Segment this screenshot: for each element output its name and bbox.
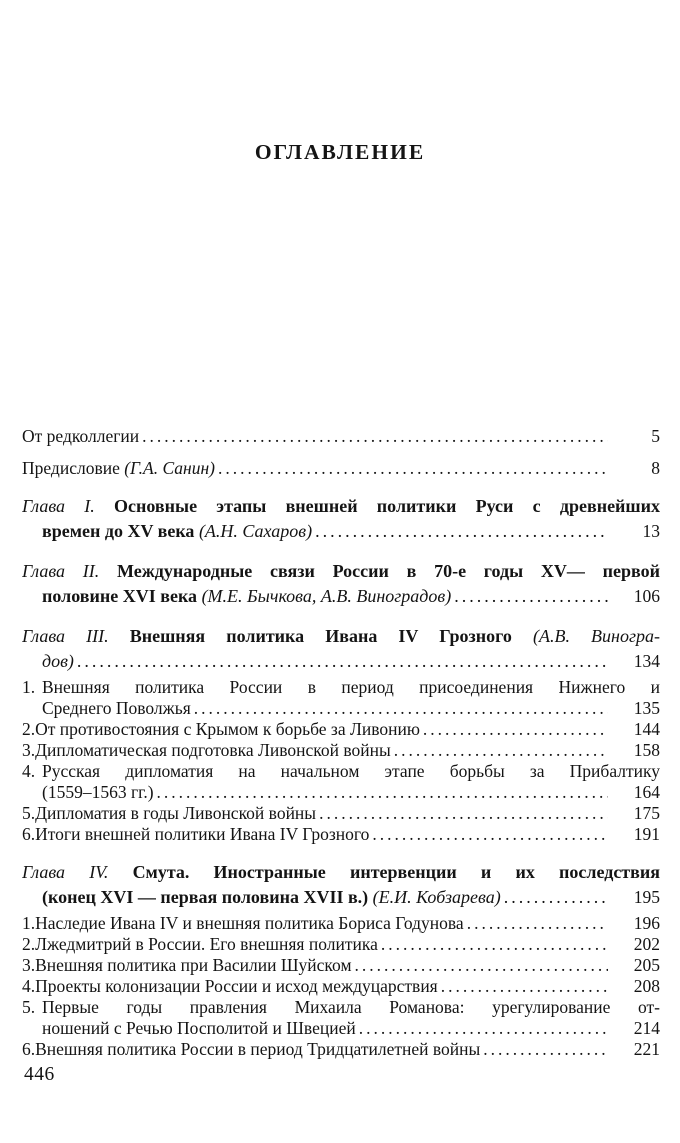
dot-leader (218, 457, 608, 479)
toc-page-number: 208 (633, 976, 660, 996)
toc-entry-text (22, 457, 215, 479)
dot-leader (157, 782, 608, 803)
toc-page-number: 164 (633, 782, 660, 802)
toc-entry (22, 997, 660, 1039)
toc-text-segment: Внешняя политика России в период Тридцатилетней войны (35, 1039, 481, 1059)
toc-entry-text (42, 698, 191, 719)
toc-entry (22, 824, 660, 845)
toc-entry (22, 624, 660, 674)
toc-line (22, 913, 660, 934)
toc-item-number: 6. (22, 1039, 36, 1059)
toc-entry (22, 803, 660, 824)
toc-page-number: 5 (651, 426, 660, 446)
toc-line (22, 494, 660, 519)
dot-leader (423, 719, 608, 740)
toc-page-number: 175 (633, 803, 660, 823)
toc-text-segment: Глава III. (22, 626, 130, 646)
toc-text-segment: Внешняя политика при Василии Шуйском (35, 955, 352, 975)
toc-page-number: 214 (633, 1018, 660, 1038)
toc-text-segment: (Е.И. Кобзарева) (372, 887, 501, 907)
toc-item-number: 5. (22, 997, 36, 1017)
toc-entry-text (42, 677, 660, 697)
toc-entry-text (42, 584, 451, 609)
toc-text-segment: Глава IV. (22, 862, 133, 882)
dot-leader (77, 649, 608, 674)
toc-entry (22, 425, 660, 447)
dot-leader (372, 824, 608, 845)
toc-line (22, 1039, 660, 1060)
toc-entry-text (35, 976, 438, 997)
toc-text-segment: Международные связи России в 70-е годы XV— первой (117, 561, 660, 581)
toc-line (42, 885, 660, 910)
dot-leader (381, 934, 608, 955)
dot-leader (359, 1018, 608, 1039)
toc-text-segment: Дипломатическая подготовка Ливонской войны (35, 740, 391, 760)
toc-page-number: 191 (633, 824, 660, 844)
toc-item-number: 1. (22, 913, 36, 933)
toc-entry-text (42, 782, 154, 803)
toc-entry-text (22, 626, 660, 646)
toc-entry (22, 761, 660, 803)
toc-line (22, 860, 660, 885)
dot-leader (504, 885, 608, 910)
toc-text-segment: (1559–1563 гг.) (42, 782, 154, 802)
toc-text-segment: Первые годы правления Михаила Романова: урегулирование от- (42, 997, 660, 1017)
toc-page-number: 106 (633, 586, 660, 606)
toc-page-number: 202 (633, 934, 660, 954)
toc-text-segment: Лжедмитрий в России. Его внешняя политика (35, 934, 378, 954)
toc-entry (22, 494, 660, 544)
toc-page-number: 205 (633, 955, 660, 975)
toc-entry-text (22, 561, 660, 581)
toc-entry-text (35, 1039, 480, 1060)
toc-entry-text (22, 862, 660, 882)
toc-text-segment: (М.Е. Бычкова, А.В. Виноградов) (201, 586, 452, 606)
toc-page-number: 196 (633, 913, 660, 933)
toc-item-number: 5. (22, 803, 36, 823)
toc-list (22, 425, 660, 1060)
dot-leader (454, 584, 608, 609)
toc-entry-text (35, 740, 391, 761)
toc-entry (22, 860, 660, 910)
toc-page-number: 195 (633, 887, 660, 907)
dot-leader (319, 803, 608, 824)
toc-line (22, 719, 660, 740)
toc-line (22, 761, 660, 782)
toc-text-segment: Смута. Иностранные интервенции и их последствия (132, 862, 660, 882)
toc-text-segment: Проекты колонизации России и исход междуцарствия (35, 976, 438, 996)
toc-text-segment: Дипломатия в годы Ливонской войны (35, 803, 317, 823)
toc-entry (22, 976, 660, 997)
toc-text-segment: времен до XV века (42, 521, 199, 541)
toc-page-number: 144 (633, 719, 660, 739)
toc-page-number: 8 (651, 458, 660, 478)
toc-text-segment: Предисловие (22, 458, 125, 478)
toc-text-segment: Внешняя политика России в период присоединения Нижнего и (42, 677, 660, 697)
toc-entry-text (35, 824, 369, 845)
toc-text-segment: ношений с Речью Посполитой и Швецией (42, 1018, 356, 1038)
folio-page-number: 446 (24, 1064, 55, 1085)
toc-line (22, 997, 660, 1018)
toc-line (42, 1018, 660, 1039)
toc-item-number: 3. (22, 955, 36, 975)
toc-text-segment: Глава I. (22, 496, 115, 516)
toc-entry-text (42, 885, 501, 910)
toc-text-segment: Русская дипломатия на начальном этапе борьбы за Прибалтику (42, 761, 660, 781)
toc-entry (22, 934, 660, 955)
toc-item-number: 4. (22, 976, 36, 996)
toc-text-segment: (конец XVI — первая половина XVII в.) (42, 887, 373, 907)
toc-text-segment: (А.В. Виногра- (532, 626, 660, 646)
toc-text-segment: Глава II. (22, 561, 118, 581)
toc-line (42, 584, 660, 609)
dot-leader (194, 698, 608, 719)
toc-entry-text (42, 519, 312, 544)
toc-page-number: 158 (633, 740, 660, 760)
toc-line (42, 698, 660, 719)
toc-text-segment: Итоги внешней политики Ивана IV Грозного (35, 824, 370, 844)
toc-line (42, 649, 660, 674)
toc-line (22, 803, 660, 824)
toc-item-number: 2. (22, 719, 36, 739)
toc-entry (22, 719, 660, 740)
toc-text-segment: (Г.А. Санин) (124, 458, 215, 478)
toc-line (22, 934, 660, 955)
dot-leader (355, 955, 608, 976)
toc-page-number: 135 (633, 698, 660, 718)
toc-line (22, 559, 660, 584)
toc-page-number: 13 (642, 521, 660, 541)
toc-text-segment: От редколлегии (22, 426, 140, 446)
toc-line (22, 740, 660, 761)
toc-entry (22, 559, 660, 609)
dot-leader (142, 425, 608, 447)
toc-text-segment: (А.Н. Сахаров) (198, 521, 313, 541)
toc-line (22, 955, 660, 976)
toc-line (22, 677, 660, 698)
toc-line (22, 624, 660, 649)
toc-line (22, 457, 660, 479)
dot-leader (483, 1039, 608, 1060)
dot-leader (467, 913, 608, 934)
toc-entry-text (35, 913, 464, 934)
toc-entry-text (42, 649, 74, 674)
toc-page-number: 134 (633, 651, 660, 671)
toc-entry-text (35, 719, 420, 740)
toc-entry-text (22, 425, 139, 447)
toc-line (42, 782, 660, 803)
toc-entry (22, 913, 660, 934)
toc-entry-text (42, 761, 660, 781)
toc-entry (22, 1039, 660, 1060)
toc-entry (22, 457, 660, 479)
toc-text-segment: Среднего Поволжья (42, 698, 191, 718)
toc-text-segment: Наследие Ивана IV и внешняя политика Бориса Годунова (35, 913, 464, 933)
dot-leader (441, 976, 608, 997)
toc-entry-text (42, 1018, 356, 1039)
dot-leader (394, 740, 608, 761)
toc-item-number: 4. (22, 761, 36, 781)
toc-entry (22, 677, 660, 719)
toc-entry-text (35, 955, 351, 976)
toc-text-segment: От противостояния с Крымом к борьбе за Ливонию (35, 719, 420, 739)
toc-entry-text (35, 934, 378, 955)
toc-item-number: 6. (22, 824, 36, 844)
page-title: ОГЛАВЛЕНИЕ (254, 140, 426, 164)
toc-line (42, 519, 660, 544)
toc-item-number: 1. (22, 677, 36, 697)
toc-item-number: 3. (22, 740, 36, 760)
toc-line (22, 976, 660, 997)
toc-entry (22, 740, 660, 761)
toc-entry-text (22, 496, 660, 516)
toc-item-number: 2. (22, 934, 36, 954)
dot-leader (315, 519, 608, 544)
toc-text-segment: Внешняя политика Ивана IV Грозного (129, 626, 533, 646)
toc-entry-text (42, 997, 660, 1017)
toc-text-segment: Основные этапы внешней политики Руси с древнейших (114, 496, 660, 516)
toc-text-segment: половине XVI века (42, 586, 202, 606)
toc-text-segment: дов) (42, 651, 74, 671)
toc-line (22, 425, 660, 447)
toc-page-number: 221 (633, 1039, 660, 1059)
toc-entry-text (35, 803, 316, 824)
toc-line (22, 824, 660, 845)
toc-entry (22, 955, 660, 976)
